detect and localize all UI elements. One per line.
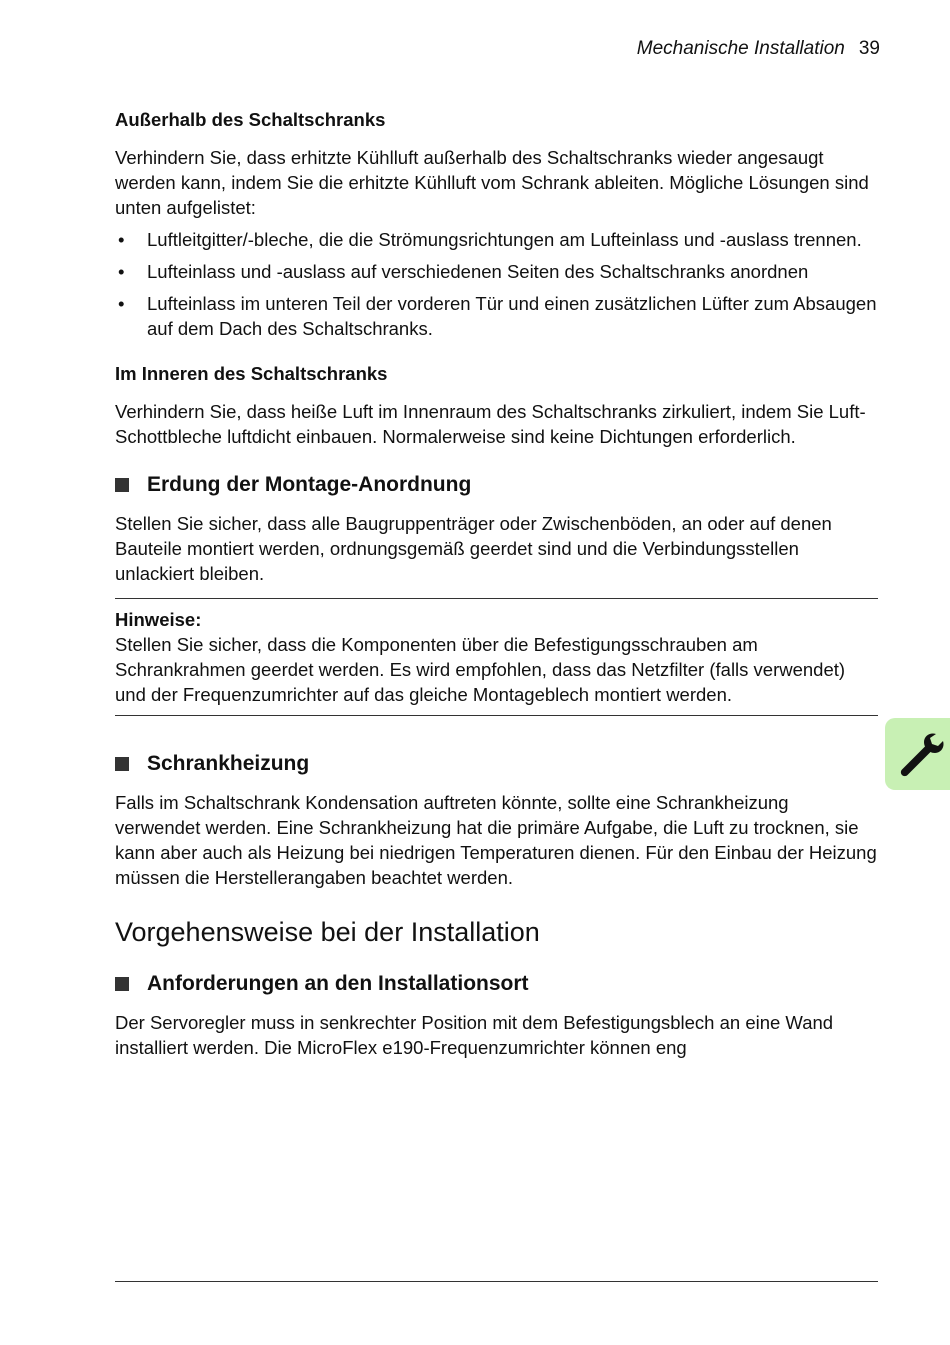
heading-grounding <box>115 471 878 498</box>
heading-installation-site <box>115 970 878 997</box>
heading-grounding-text: Erdung der Montage-Anordnung <box>147 473 472 496</box>
note-box <box>115 599 878 715</box>
list-item <box>115 291 878 341</box>
square-bullet-icon <box>115 478 129 492</box>
paragraph-outside-intro: Verhindern Sie, dass erhitzte Kühlluft außerhalb des Schaltschranks wieder angesaugt werden kann, indem Sie die erhitzte Kühlluft vom Schrank ableiten. Mögliche Lösungen sind unten aufgelistet: <box>115 147 869 218</box>
note-text: Stellen Sie sicher, dass die Komponenten über die Befestigungsschrauben am Schrankrahmen geerdet werden. Es wird empfohlen, dass das Netzfilter (falls verwendet) und der Frequenzumrichter auf das gleiche Montageblech montiert werden. <box>115 634 846 705</box>
bullet-mark: • <box>118 261 125 282</box>
heading-heater-text: Schrankheizung <box>147 752 310 775</box>
note-bottom-rule <box>115 715 878 716</box>
bullet-list-outside <box>115 227 878 341</box>
page-header <box>637 38 880 60</box>
heading-installation-procedure: Vorgehensweise bei der Installation <box>115 917 540 947</box>
square-bullet-icon <box>115 757 129 771</box>
bullet-mark: • <box>118 293 125 314</box>
list-item-text: Luftleitgitter/-bleche, die die Strömungsrichtungen am Lufteinlass und -auslass trennen. <box>147 229 862 250</box>
bullet-mark: • <box>118 229 125 250</box>
heading-heater <box>115 750 878 777</box>
chapter-side-tab <box>885 718 950 790</box>
page-number: 39 <box>858 38 880 59</box>
heading-outside-cabinet: Außerhalb des Schaltschranks <box>115 109 386 130</box>
list-item-text: Lufteinlass im unteren Teil der vorderen Tür und einen zusätzlichen Lüfter zum Absaugen auf dem Dach des Schaltschranks. <box>147 293 877 339</box>
paragraph-grounding: Stellen Sie sicher, dass alle Baugruppenträger oder Zwischenböden, an oder auf denen Bauteile montiert werden, ordnungsgemäß geerdet sind und die Verbindungsstellen unlackiert bleiben. <box>115 513 832 584</box>
list-item <box>115 259 878 284</box>
header-section-title: Mechanische Installation <box>636 38 845 59</box>
paragraph-heater: Falls im Schaltschrank Kondensation auftreten könnte, sollte eine Schrankheizung verwendet werden. Eine Schrankheizung hat die primäre Aufgabe, die Luft zu trocknen, sie kann aber auch als Heizung bei niedrigen Temperaturen dienen. Für den Einbau der Heizung müssen die Herstellerangaben beachtet werden. <box>115 792 877 888</box>
paragraph-inside: Verhindern Sie, dass heiße Luft im Innenraum des Schaltschranks zirkuliert, indem Sie Luft-Schottbleche luftdicht einbauen. Normalerweise sind keine Dichtungen erforderlich. <box>115 401 866 447</box>
note-title: Hinweise: <box>115 609 202 630</box>
footer-rule <box>115 1281 878 1282</box>
wrench-icon <box>892 728 944 780</box>
heading-inside-cabinet: Im Inneren des Schaltschranks <box>115 363 388 384</box>
list-item-text: Lufteinlass und -auslass auf verschiedenen Seiten des Schaltschranks anordnen <box>147 261 809 282</box>
heading-installation-site-text: Anforderungen an den Installationsort <box>147 972 529 995</box>
page-content <box>115 107 878 1060</box>
square-bullet-icon <box>115 977 129 991</box>
paragraph-installation-site: Der Servoregler muss in senkrechter Position mit dem Befestigungsblech an eine Wand installiert werden. Die MicroFlex e190-Frequenzumrichter können eng <box>115 1012 834 1058</box>
list-item <box>115 227 878 252</box>
